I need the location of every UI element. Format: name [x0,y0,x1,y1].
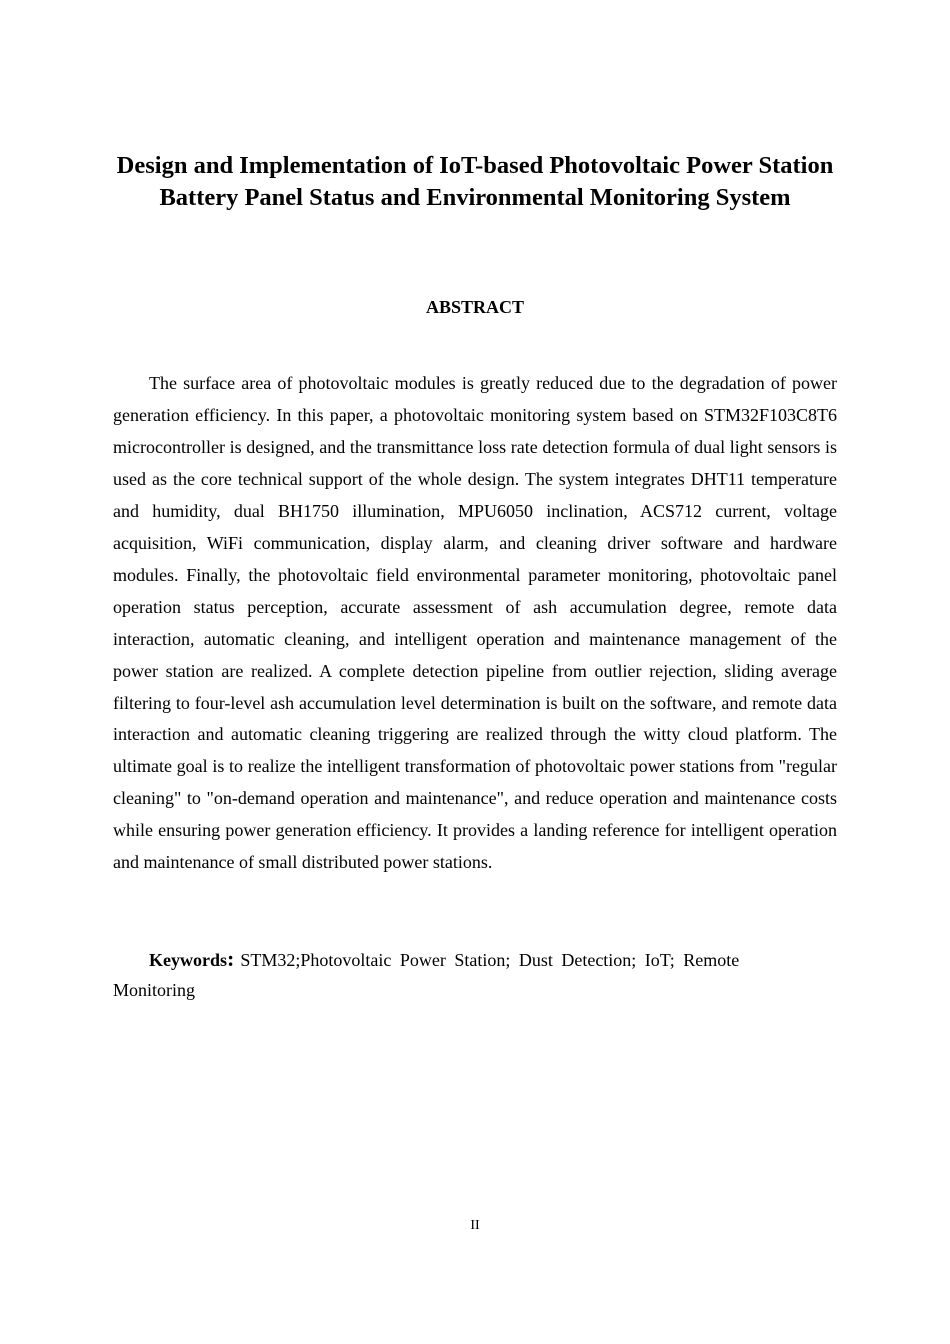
abstract-heading: ABSTRACT [425,297,525,317]
keywords-line [113,944,783,1005]
paper-title: Design and Implementation of IoT-based Photovoltaic Power Station Battery Panel Status and Environmental Monitoring System [116,152,834,211]
keywords-label: Keywords [149,950,227,970]
page-number: II [470,1218,480,1233]
keywords-colon: : [227,946,235,971]
abstract-body: The surface area of photovoltaic modules is greatly reduced due to the degradation of power generation efficiency. In this paper, a photovoltaic monitoring system based on STM32F103C8T6 microcontroller is designed, and the transmittance loss rate detection formula of dual light sensors is used as the core technical support of the whole design. The system integrates DHT11 temperature and humidity, dual BH1750 illumination, MPU6050 inclination, ACS712 current, voltage acquisition, WiFi communication, display alarm, and cleaning driver software and hardware modules. Finally, the photovoltaic field environmental parameter monitoring, photovoltaic panel operation status perception, accurate assessment of ash accumulation degree, remote data interaction, automatic cleaning, and intelligent operation and maintenance management of the power station are realized. A complete detection pipeline from outlier rejection, sliding average filtering to four-level ash accumulation level determination is built on the software, and remote data interaction and automatic cleaning triggering are realized through the witty cloud platform. The ultimate goal is to realize the intelligent transformation of photovoltaic power stations from "regular cleaning" to "on-demand operation and maintenance", and reduce operation and maintenance costs while ensuring power generation efficiency. It provides a landing reference for intelligent operation and maintenance of small distributed power stations. [113,373,837,873]
keywords-list: STM32;Photovoltaic Power Station; Dust Detection; IoT; Remote Monitoring [113,950,740,1000]
